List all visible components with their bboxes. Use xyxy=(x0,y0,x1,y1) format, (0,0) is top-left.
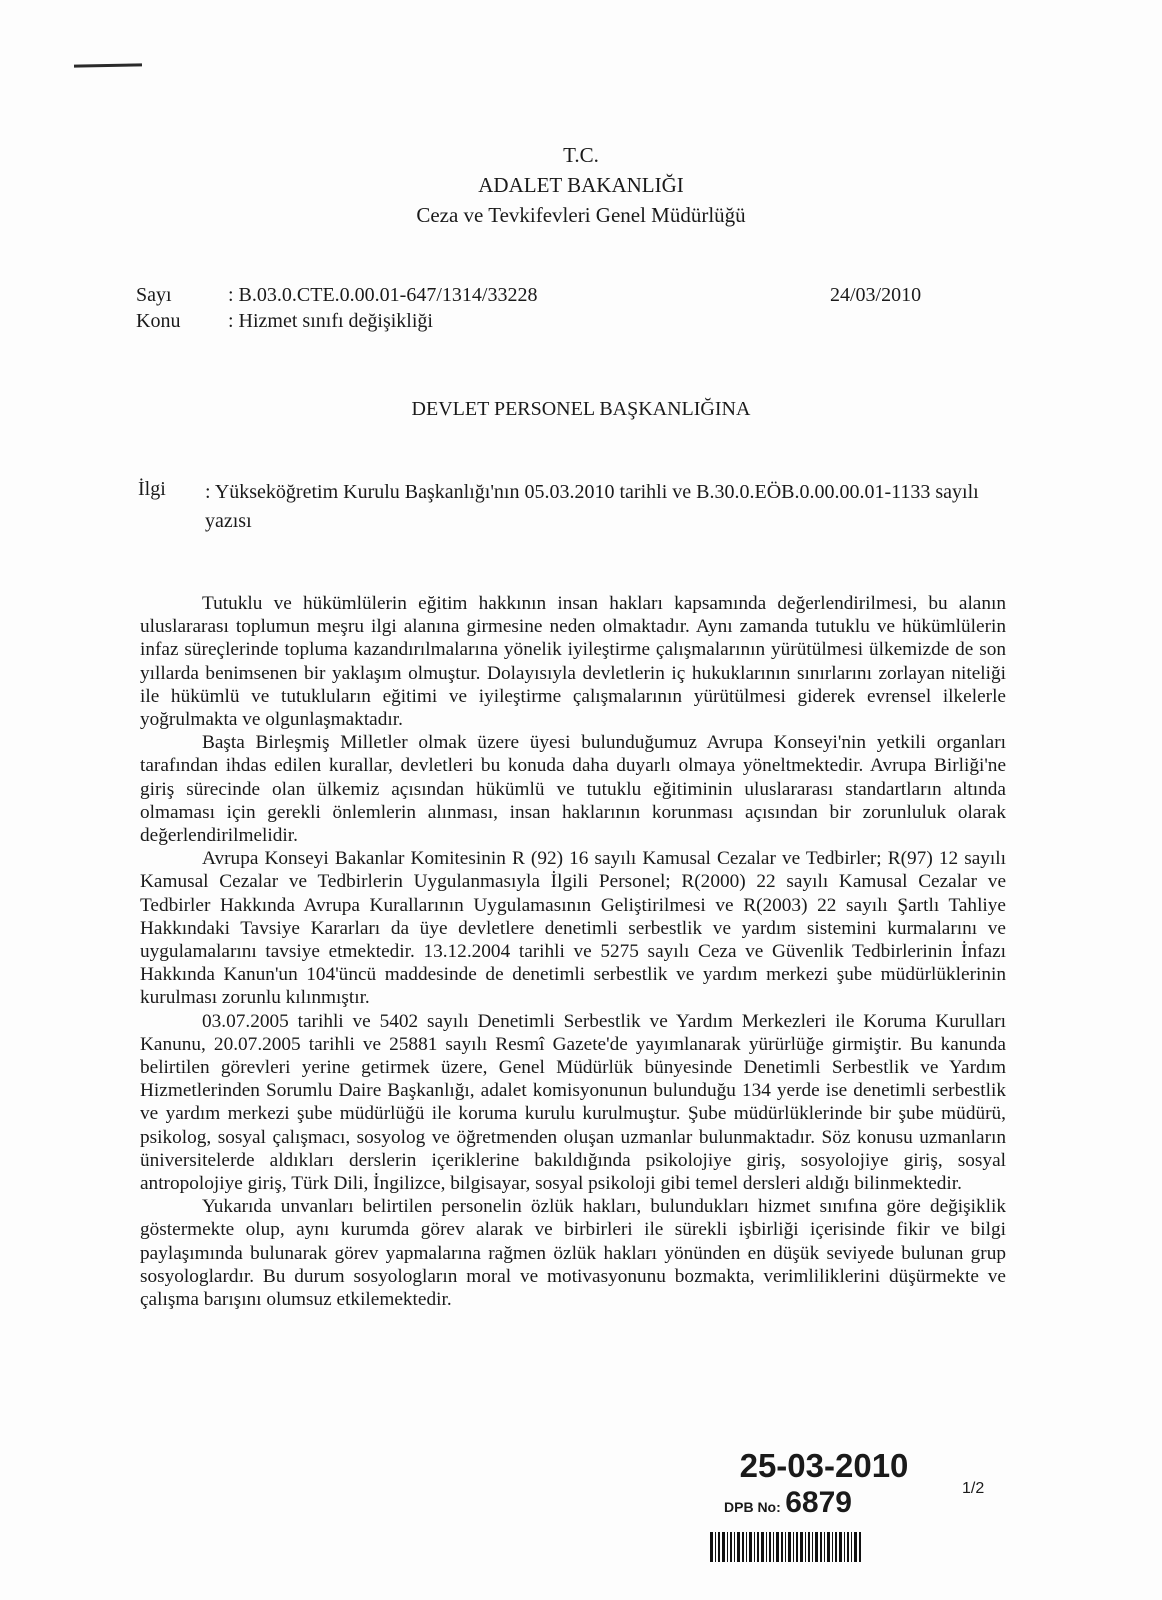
addressee: DEVLET PERSONEL BAŞKANLIĞINA xyxy=(411,398,751,420)
sayi-label: Sayı xyxy=(136,284,172,306)
document-meta xyxy=(136,284,736,344)
konu-value: : Hizmet sınıfı değişikliği xyxy=(228,310,433,332)
stamp-number xyxy=(724,1486,924,1520)
letterhead xyxy=(0,140,1162,230)
document-date: 24/03/2010 xyxy=(830,284,922,306)
received-stamp xyxy=(724,1447,924,1519)
stamp-date: 25-03-2010 xyxy=(739,1447,909,1484)
letterhead-department: Ceza ve Tevkifevleri Genel Müdürlüğü xyxy=(416,203,746,227)
paragraph: Avrupa Konseyi Bakanlar Komitesinin R (92) 16 sayılı Kamusal Cezalar ve Tedbirler; R(97) 12 sayılı Kamusal Cezalar ve Tedbirlerin Uygulanmasıyla İlgili Personel; R(2000) 22 sayılı Kamusal Cezalar ve Tedbirler Hakkında Avrupa Kurallarının Uygulamasının Geliştirilmesi ve R(2003) 22 sayılı Şartlı Tahliye Hakkındaki Tavsiye Kararları da üye devletlere denetimli serbestlik ve yardım sistemini kurmalarını ve uygulamalarını tavsiye etmektedir. 13.12.2004 tarihli ve 5275 sayılı Ceza ve Güvenlik Tedbirlerinin İnfazı Hakkında Kanun'un 104'üncü maddesinde de denetimli serbestlik ve yardım merkezi şube müdürlüklerinin kurulması zorunlu kılınmıştır. xyxy=(140,848,1006,1009)
konu-label: Konu xyxy=(136,310,181,332)
stamp-number-label: DPB No: xyxy=(724,1499,781,1515)
letterhead-ministry: ADALET BAKANLIĞI xyxy=(478,173,684,197)
stamp-number-value: 6879 xyxy=(785,1486,852,1519)
paragraph: Yukarıda unvanları belirtilen personelin özlük hakları, bulundukları hizmet sınıfına göre değişiklik göstermekte olup, aynı kurumda görev alarak ve birbirleri ile sürekli işbirliği içerisinde fikir ve bilgi paylaşımında bulunarak görev yapmalarına rağmen özlük hakları yönünden en düşük seviyede bulunan grup sosyologlardır. Bu durum sosyologların moral ve motivasyonunu bozmakta, verimliliklerini düşürmekte ve çalışma barışını olumsuz etkilemektedir. xyxy=(140,1196,1006,1311)
paragraph: Tutuklu ve hükümlülerin eğitim hakkının insan hakları kapsamında değerlendirilmesi, bu alanın uluslararası toplumun meşru ilgi alanına girmesine neden olmaktadır. Aynı zamanda tutuklu ve hükümlülerin infaz süreçlerinde topluma kazandırılmalarına yönelik iyileştirme çalışmalarının yürütülmesi ülkemizde de son yıllarda benimsenen bir yaklaşım olmuştur. Dolayısıyla devletlerin iç hukuklarının sınırlarını zorlayan niteliği ile hükümlü ve tutukluların eğitimi ve iyileştirme çalışmalarının yürütülmesi giderek evrensel ilkelerle yoğrulmakta ve olgunlaşmaktadır. xyxy=(140,593,1006,731)
barcode xyxy=(710,1532,862,1562)
ilgi-value: : Yükseköğretim Kurulu Başkanlığı'nın 05.03.2010 tarihli ve B.30.0.EÖB.0.00.00.01-1133 sayılı yazısı xyxy=(205,481,979,532)
paragraph: 03.07.2005 tarihli ve 5402 sayılı Denetimli Serbestlik ve Yardım Merkezleri ile Koruma Kurulları Kanunu, 20.07.2005 tarihli ve 25881 sayılı Resmî Gazete'de yayımlanarak yürürlüğe girmiştir. Bu kanunda belirtilen görevleri yerine getirmek üzere, Genel Müdürlük bünyesinde Denetimli Serbestlik ve Yardım Hizmetlerinden Sorumlu Daire Başkanlığı, adalet komisyonunun bulunduğu 134 yerde ise denetimli serbestlik ve yardım merkezi şube müdürlüğü ile koruma kurulu kurulmuştur. Şube müdürlüklerinde bir şube müdürü, psikolog, sosyal çalışmacı, sosyolog ve öğretmenden oluşan uzmanlar bulunmaktadır. Söz konusu uzmanların üniversitelerde aldıkları derslerin içeriklerine bakıldığında psikolojiye giriş, sosyolojiye giriş, sosyal antropolojiye giriş, Türk Dili, İngilizce, bilgisayar, sosyal psikoloji gibi temel dersleri aldığı bilinmektedir. xyxy=(140,1010,1006,1195)
page-number: 1/2 xyxy=(962,1480,985,1497)
letter-body xyxy=(140,592,1006,1311)
sayi-value: : B.03.0.CTE.0.00.01-647/1314/33228 xyxy=(228,284,538,306)
scan-artifact-mark xyxy=(74,63,142,67)
ilgi-label: İlgi xyxy=(138,478,166,500)
paragraph: Başta Birleşmiş Milletler olmak üzere üyesi bulunduğumuz Avrupa Konseyi'nin yetkili organları tarafından ihdas edilen kurallar, devletleri bu konuda daha duyarlı olmaya yöneltmektedir. Avrupa Birliği'ne giriş sürecinde olan ülkemiz açısından hükümlü ve tutuklu eğitiminin uluslararası standartların altında olmaması için gerekli önlemlerin alınması, insan haklarının korunması açısından bir zorunluluk olarak değerlendirilmelidir. xyxy=(140,732,1006,847)
letterhead-country: T.C. xyxy=(563,143,599,167)
